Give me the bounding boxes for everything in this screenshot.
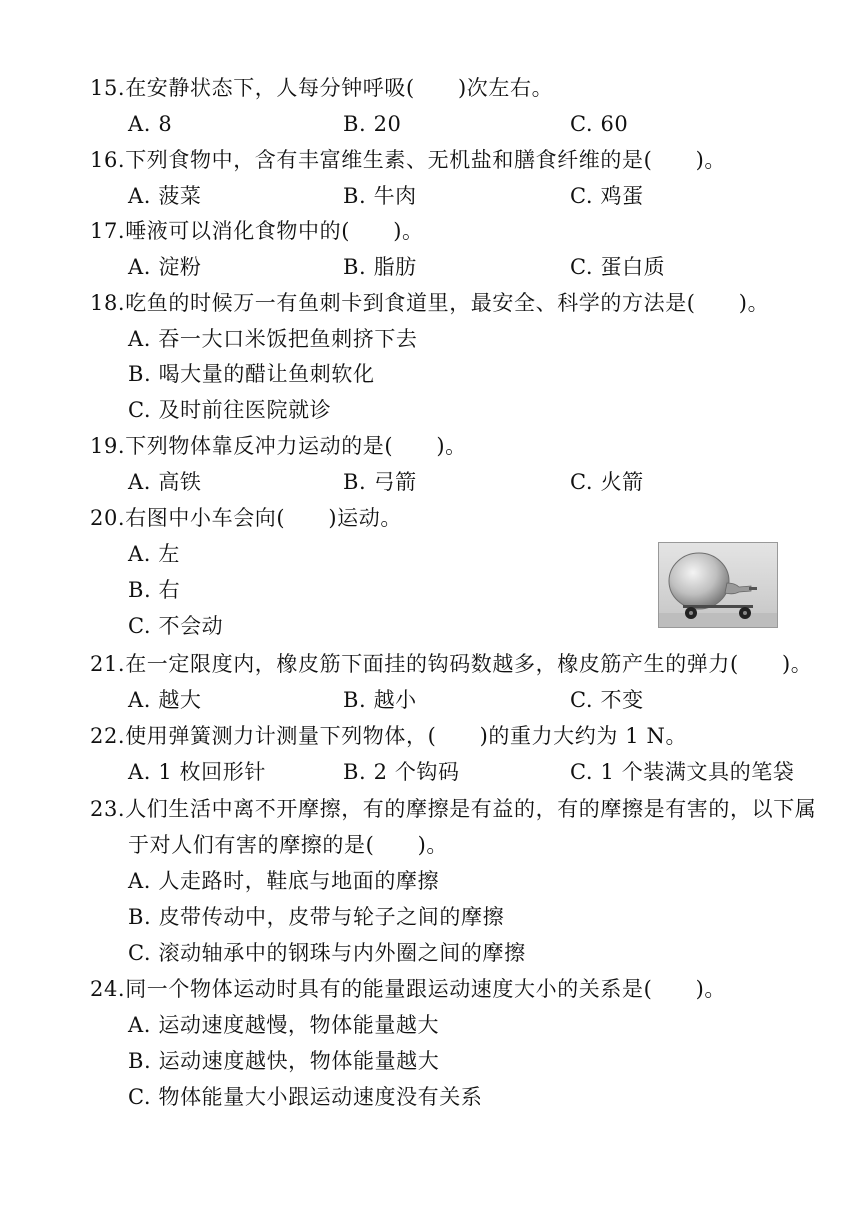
question-20-option-b: B. 右	[128, 578, 181, 602]
question-15-option-b: B. 20	[343, 112, 402, 136]
question-22-stem: 22.使用弹簧测力计测量下列物体，( )的重力大约为 1 N。	[90, 724, 688, 748]
question-23-option-c: C. 滚动轴承中的钢珠与内外圈之间的摩擦	[128, 941, 526, 965]
question-19-option-b: B. 弓箭	[343, 470, 417, 494]
question-17-stem: 17.唾液可以消化食物中的( )。	[90, 219, 424, 243]
question-20-option-a: A. 左	[128, 542, 180, 566]
question-20-option-c: C. 不会动	[128, 614, 224, 638]
question-15-option-a: A. 8	[128, 112, 173, 136]
question-23-option-a: A. 人走路时，鞋底与地面的摩擦	[128, 869, 440, 893]
question-18-option-b: B. 喝大量的醋让鱼刺软化	[128, 362, 375, 386]
question-15-option-c: C. 60	[570, 112, 629, 136]
question-16-option-b: B. 牛肉	[343, 184, 417, 208]
question-18-option-c: C. 及时前往医院就诊	[128, 398, 332, 422]
question-23-stem-continued: 于对人们有害的摩擦的是( )。	[128, 833, 448, 857]
question-17-option-a: A. 淀粉	[128, 255, 202, 279]
question-23-stem: 23.人们生活中离不开摩擦，有的摩擦是有益的，有的摩擦是有害的，以下属	[90, 797, 817, 821]
question-17-option-c: C. 蛋白质	[570, 255, 666, 279]
question-21-option-b: B. 越小	[343, 688, 417, 712]
question-22-option-b: B. 2 个钩码	[343, 760, 460, 784]
balloon-car-photo	[658, 542, 778, 628]
question-21-option-c: C. 不变	[570, 688, 644, 712]
question-22-option-c: C. 1 个装满文具的笔袋	[570, 760, 795, 784]
question-21-option-a: A. 越大	[128, 688, 202, 712]
question-16-option-a: A. 菠菜	[128, 184, 202, 208]
question-19-option-a: A. 高铁	[128, 470, 202, 494]
question-16-stem: 16.下列食物中，含有丰富维生素、无机盐和膳食纤维的是( )。	[90, 148, 726, 172]
question-24-option-b: B. 运动速度越快，物体能量越大	[128, 1049, 440, 1073]
question-15-stem: 15.在安静状态下，人每分钟呼吸( )次左右。	[90, 76, 554, 100]
question-18-option-a: A. 吞一大口米饭把鱼刺挤下去	[128, 327, 418, 351]
question-16-option-c: C. 鸡蛋	[570, 184, 644, 208]
question-24-option-a: A. 运动速度越慢，物体能量越大	[128, 1013, 440, 1037]
question-19-option-c: C. 火箭	[570, 470, 644, 494]
question-22-option-a: A. 1 枚回形针	[128, 760, 266, 784]
question-17-option-b: B. 脂肪	[343, 255, 417, 279]
question-24-stem: 24.同一个物体运动时具有的能量跟运动速度大小的关系是( )。	[90, 977, 726, 1001]
question-24-option-c: C. 物体能量大小跟运动速度没有关系	[128, 1085, 483, 1109]
question-20-stem: 20.右图中小车会向( )运动。	[90, 506, 402, 530]
question-18-stem: 18.吃鱼的时候万一有鱼刺卡到食道里，最安全、科学的方法是( )。	[90, 291, 770, 315]
question-19-stem: 19.下列物体靠反冲力运动的是( )。	[90, 434, 467, 458]
question-23-option-b: B. 皮带传动中，皮带与轮子之间的摩擦	[128, 905, 505, 929]
question-21-stem: 21.在一定限度内，橡皮筋下面挂的钩码数越多，橡皮筋产生的弹力( )。	[90, 652, 813, 676]
